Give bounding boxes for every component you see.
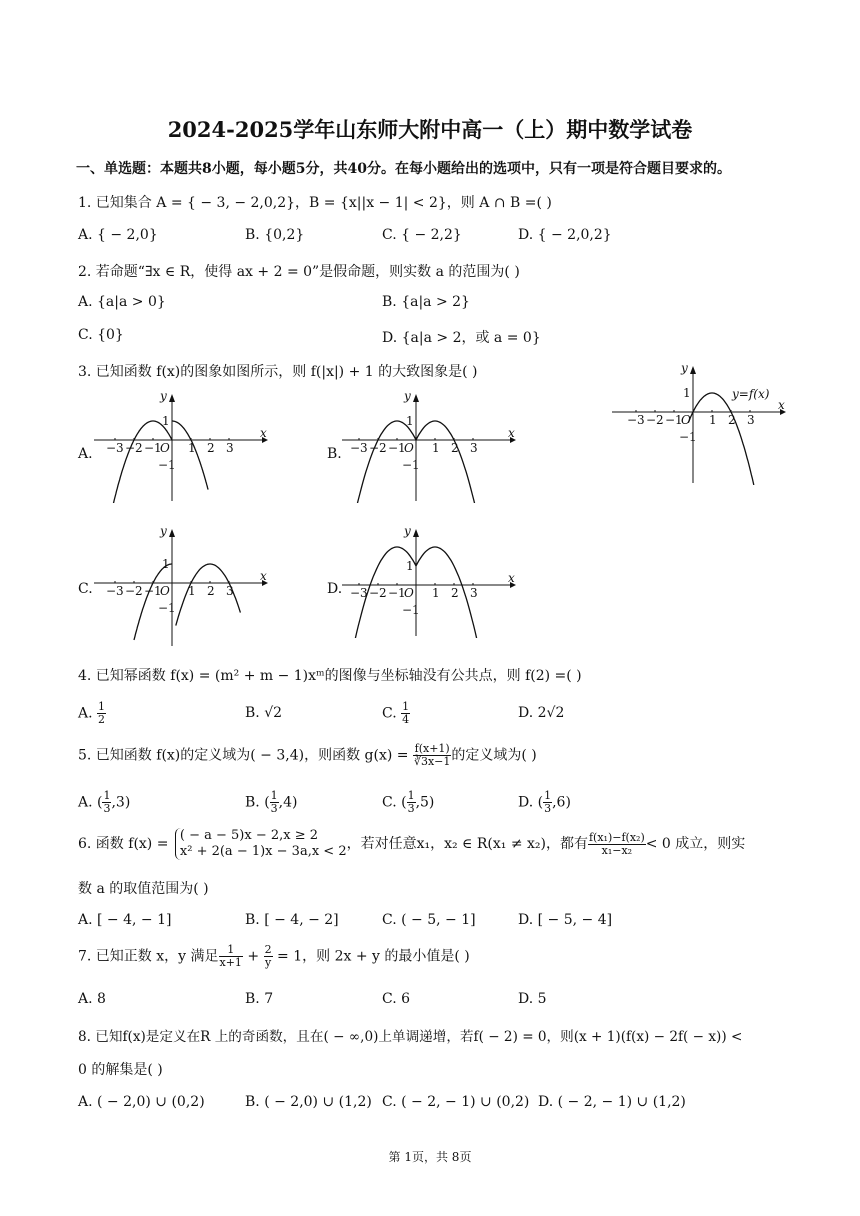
origin-label: O [160,441,170,455]
tick-label-one: 1 [406,559,414,573]
tick-label: 3 [747,413,755,427]
q6-option-d[interactable]: D. [ − 5, − 4] [518,912,613,928]
q4-fraction-a: $\frac{1}{2}$ [98,700,106,726]
q6-option-b[interactable]: B. [ − 4, − 2] [245,912,339,928]
q8-option-b[interactable]: B. ( − 2,0) ∪ (1,2) [245,1094,372,1110]
y-axis-label: y [160,524,167,538]
question-2-stem: 2. 若命题“∃x ∈ R，使得 ax + 2 = 0”是假命题，则实数 a 的范围为( ) [78,264,520,280]
y-axis-arrow [690,366,696,374]
q1-option-a[interactable]: A. { − 2,0} [78,227,158,243]
page-title: 2024-2025学年山东师大附中高一（上）期中数学试卷 [167,117,693,142]
x-axis-label: x [778,398,785,412]
y-axis-label: y [404,389,411,403]
tick-label: 1 [432,586,440,600]
q1-option-c[interactable]: C. { − 2,2} [382,227,462,243]
tick-label: 1 [188,584,196,598]
q1-option-b[interactable]: B. {0,2} [245,227,305,243]
tick-label: −3 [627,413,645,427]
q5-option-d[interactable]: D. ( $\frac{1}{3}$ ,6) [518,789,571,815]
question-4-stem: 4. 已知幂函数 f(x) = (m² + m − 1)xᵐ的图像与坐标轴没有公共点，则 f(2) =( ) [78,668,582,684]
y-axis-arrow [413,529,419,537]
tick-label: −1 [665,413,683,427]
q2-option-a[interactable]: A. {a|a > 0} [78,294,166,310]
curve-right [172,421,208,490]
q4-option-b[interactable]: B. √2 [245,705,283,721]
tick-label-neg-one: −1 [679,430,697,444]
tick-label-one: 1 [406,414,414,428]
q5-option-a[interactable]: A. ( $\frac{1}{3}$ ,3) [78,789,131,815]
q7-option-a[interactable]: A. 8 [78,991,106,1007]
tick-label: −2 [125,441,143,455]
y-axis-label: y [404,524,411,538]
x-axis-label: x [508,571,515,585]
q8-option-c[interactable]: C. ( − 2, − 1) ∪ (0,2) [382,1094,530,1110]
origin-label: O [160,584,170,598]
q5-stem-b: 的定义域为( ) [451,747,537,764]
tick-label: −3 [106,584,124,598]
tick-label-neg-one: −1 [402,458,420,472]
x-axis-label: x [260,426,267,440]
origin-label: O [404,586,414,600]
q7-option-d[interactable]: D. 5 [518,991,547,1007]
page-footer: 第 1页，共 8页 [388,1150,472,1164]
tick-label: 1 [709,413,717,427]
tick-label: 2 [207,584,215,598]
q4-fraction-c: $\frac{1}{4}$ [402,700,410,726]
graph-option-d[interactable] [340,523,520,638]
tick-label: 1 [432,441,440,455]
q4-option-c[interactable] [382,701,410,726]
question-1-stem: 1. 已知集合 A = { − 3, − 2,0,2}，B = {x||x − 1| < 2}，则 A ∩ B =( ) [78,195,552,211]
question-8-stem: 8. 已知f(x)是定义在R 上的奇函数，且在( − ∞,0)上单调递增，若f( − 2) = 0，则(x + 1)(f(x) − 2f( − x)) < [78,1029,743,1045]
curve-f [688,393,754,485]
q2-option-c[interactable]: C. {0} [78,327,124,343]
tick-label: 3 [226,441,234,455]
y-axis-arrow [169,394,175,402]
question-6-stem-continued: 数 a 的取值范围为( ) [78,881,209,897]
question-8-stem-continued: 0 的解集是( ) [78,1062,163,1078]
tick-label: 3 [470,441,478,455]
tick-label: −1 [388,441,406,455]
q4-option-c-label: C. [382,705,402,722]
question-5-stem [78,743,537,768]
q8-option-a[interactable]: A. ( − 2,0) ∪ (0,2) [78,1094,205,1110]
tick-label: 1 [188,441,196,455]
y-axis-label: y [681,361,688,375]
q2-option-b[interactable]: B. {a|a > 2} [382,294,470,310]
tick-label: −1 [144,584,162,598]
q5-fraction: $\frac{f(x+1)}{∛3x-1}$ [413,742,451,768]
q8-option-d[interactable]: D. ( − 2, − 1) ∪ (1,2) [538,1094,686,1110]
origin-label: O [681,413,691,427]
curve-label: y=f(x) [732,387,770,401]
tick-label: 2 [207,441,215,455]
tick-label: −2 [125,584,143,598]
q5-option-c[interactable]: C. ( $\frac{1}{3}$ ,5) [382,789,435,815]
tick-label: 2 [451,586,459,600]
q6-option-c[interactable]: C. ( − 5, − 1] [382,912,476,928]
tick-label: −2 [369,586,387,600]
graph-option-b[interactable] [340,388,520,503]
x-axis-label: x [260,569,267,583]
y-axis-label: y [160,389,167,403]
reference-graph [610,360,790,485]
x-axis-label: x [508,426,515,440]
tick-label-neg-one: −1 [402,603,420,617]
tick-label: 2 [451,441,459,455]
q3-option-d-label[interactable]: D. [327,581,343,597]
question-6-stem: 6. 函数 f(x) = ( − a − 5)x − 2,x ≥ 2 x² + 2(a − 1)x − 3a,x < 2 ，若对任意x₁，x₂ ∈ R(x₁ ≠ x₂)，都有 $\frac{\text{f(x₁)−f(x₂)}}{\text{x₁−x₂}}$ < 0 成立，则实 [78,828,746,859]
question-7-stem: 7. 已知正数 x，y 满足 $\frac{1}{x+1}$ + $\frac{2}{y}$ = 1，则 2x + y 的最小值是( ) [78,943,470,969]
y-axis-arrow [413,394,419,402]
q3-option-b-label[interactable]: B. [327,446,342,462]
tick-label-neg-one: −1 [158,458,176,472]
q7-option-c[interactable]: C. 6 [382,991,411,1007]
q4-option-a[interactable] [78,701,106,726]
tick-label: −2 [646,413,664,427]
q7-option-b[interactable]: B. 7 [245,991,274,1007]
tick-label: −3 [350,586,368,600]
tick-label: −1 [144,441,162,455]
tick-label: 2 [728,413,736,427]
q2-option-d[interactable]: D. {a|a > 2，或 a = 0} [382,330,541,346]
q3-option-a-label[interactable]: A. [78,446,93,462]
tick-label: 3 [470,586,478,600]
q4-option-a-label: A. [78,705,98,722]
tick-label-neg-one: −1 [158,601,176,615]
section-heading: 一、单选题：本题共8小题，每小题5分，共40分。在每小题给出的选项中，只有一项是符合题目要求的。 [76,161,731,177]
tick-label: −3 [106,441,124,455]
q5-option-b[interactable]: B. ( $\frac{1}{3}$ ,4) [245,789,298,815]
q6-piecewise: ( − a − 5)x − 2,x ≥ 2 x² + 2(a − 1)x − 3a,x < 2 [175,828,347,860]
q5-stem-a: 5. 已知函数 f(x)的定义域为( − 3,4)，则函数 g(x) = [78,747,413,764]
y-axis-arrow [169,529,175,537]
tick-label: 3 [226,584,234,598]
tick-label: −3 [350,441,368,455]
graph-option-c[interactable] [92,523,272,648]
q4-option-d[interactable]: D. 2√2 [518,705,565,721]
q3-option-c-label[interactable]: C. [78,581,93,597]
tick-label-one: 1 [162,414,170,428]
q6-option-a[interactable]: A. [ − 4, − 1] [78,912,172,928]
q1-option-d[interactable]: D. { − 2,0,2} [518,227,612,243]
question-3-stem: 3. 已知函数 f(x)的图象如图所示，则 f(|x|) + 1 的大致图象是( ) [78,364,478,380]
graph-option-a[interactable] [92,388,272,503]
origin-label: O [404,441,414,455]
tick-label: −1 [388,586,406,600]
tick-label-one: 1 [683,386,691,400]
tick-label: −2 [369,441,387,455]
tick-label-one: 1 [162,557,170,571]
